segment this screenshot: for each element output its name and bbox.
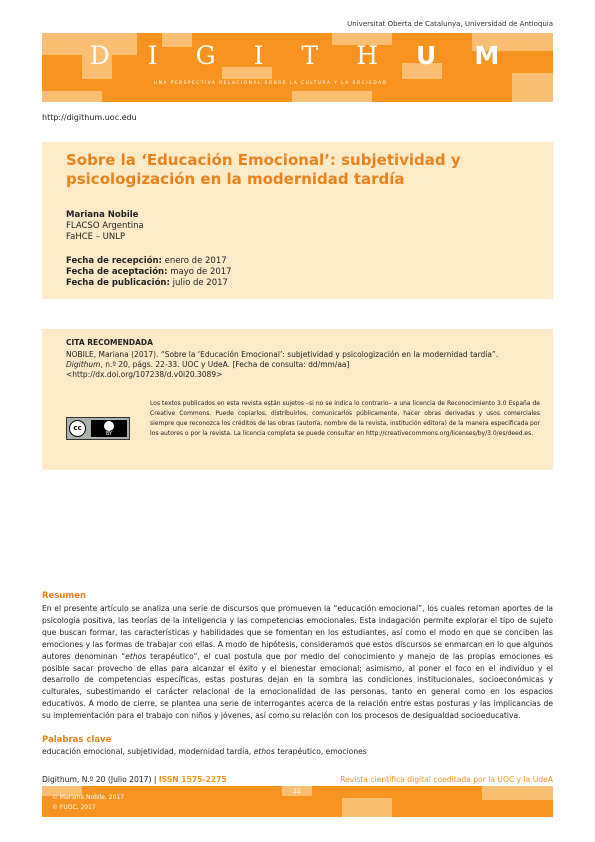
by-icon: BY bbox=[91, 420, 127, 437]
logo-letter: U bbox=[416, 41, 443, 70]
logo-letter: G bbox=[195, 41, 222, 70]
journal-subtitle: UNA PERSPECTIVA RELACIONAL SOBRE LA CULTURA Y LA SOCIEDAD bbox=[154, 81, 388, 86]
article-info-box bbox=[42, 142, 553, 299]
logo-letter: I bbox=[253, 41, 270, 70]
footer-tagline: Revista científica digital coeditada por la UOC y la UdeA bbox=[340, 775, 553, 784]
author-affiliation: FaHCE – UNLP bbox=[66, 232, 126, 242]
cc-license-icon[interactable] bbox=[66, 417, 130, 440]
citation-heading: CITA RECOMENDADA bbox=[66, 338, 153, 347]
date-published: Fecha de publicación: julio de 2017 bbox=[66, 278, 228, 288]
date-received: Fecha de recepción: enero de 2017 bbox=[66, 256, 227, 266]
logo-letter: D bbox=[89, 41, 116, 70]
journal-logo bbox=[42, 41, 553, 70]
article-title: Sobre la ‘Educación Emocional’: subjetividad y psicologización en la modernidad tardía bbox=[66, 151, 461, 188]
author-block bbox=[66, 210, 144, 243]
citation-doi[interactable]: <http://dx.doi.org/107238/d.v0i20.3089> bbox=[66, 370, 223, 379]
logo-letter: H bbox=[356, 41, 385, 70]
logo-letter: I bbox=[147, 41, 164, 70]
citation-box bbox=[42, 329, 553, 470]
abstract-heading: Resumen bbox=[42, 591, 87, 601]
abstract-text: En el presente artículo se analiza una serie de discursos que promueven la “educación emocional”, los cuales retoman aportes de la psicología positiva, las teorías de la inteligencia y las competencias emocionales. Esta indagación permite explorar el tipo de sujeto que buscan formar, las características y habilidades que se fomentan en los estudiantes, así como el modo en que se conciben las emociones y las formas de trabajar con ellas. A modo de hipótesis, consideramos que estos discursos se enmarcan en lo que algunos autores denominan “ethos terapéutico”, el cual postula que por medio del conocimiento y manejo de las propias emociones es posible sacar provecho de ellas para alcanzar el éxito y el bienestar emocional; asimismo, al poner el foco en el individuo y el desarrollo de competencias específicas, estas posturas dejan en la sombra las condiciones institucionales, socioeconómicas y culturales, subestimando el carácter relacional de la emocionalidad de las personas, tanto en general como en los espacios educativos. A modo de cierre, se plantea una serie de interrogantes acerca de la relación entre estas posturas y las implicancias de su implementación para el trabajo con niños y jóvenes, así como su relación con los procesos de desigualdad socioeducativa. bbox=[42, 604, 554, 721]
license-text: Los textos publicados en esta revista están sujetos –si no se indica lo contrario– a una licencia de Reconocimiento 3.0 España de Creative Commons. Puede copiarlos, distribuirlos, comunicarlos públicamente, hacer obras derivadas y usos comerciales siempre que reconozca los créditos de las obras (autoría, nombre de la revista, institución editora) de la manera especificada por los autores o por la revista. La licencia completa se puede consultar en http://creativecommons.org/licenses/by/3.0/es/deed.es. bbox=[150, 400, 540, 437]
footer-issn: ISSN 1575-2275 bbox=[158, 775, 227, 784]
article-dates bbox=[66, 256, 232, 289]
copyright-author: © Mariana Nobile, 2017 bbox=[52, 794, 125, 801]
keywords-heading: Palabras clave bbox=[42, 735, 112, 745]
journal-url-link[interactable]: http://digithum.uoc.edu bbox=[42, 113, 137, 122]
author-name: Mariana Nobile bbox=[66, 210, 139, 220]
journal-banner bbox=[42, 33, 553, 102]
date-accepted: Fecha de aceptación: mayo de 2017 bbox=[66, 267, 232, 277]
journal-name: Digithum bbox=[66, 360, 101, 369]
keywords-text: educación emocional, subjetividad, modernidad tardía, ethos terapéutico, emociones bbox=[42, 747, 367, 756]
logo-letter: M bbox=[474, 41, 506, 70]
logo-letter: T bbox=[301, 41, 325, 70]
university-header: Universitat Oberta de Catalunya, Universidad de Antioquia bbox=[347, 20, 553, 28]
copyright-fuoc: © FUOC, 2017 bbox=[52, 804, 96, 811]
footer-issue: Digithum, N.º 20 (Julio 2017) | ISSN 1575-2275 bbox=[42, 775, 227, 784]
cc-icon: cc bbox=[69, 420, 86, 437]
citation-text: NOBILE, Mariana (2017). “Sobre la ‘Educación Emocional’: subjetividad y psicologización en la modernidad tardía”. Digithum, n.º 20, págs. 22-33. UOC y UdeA. [Fecha de consulta: dd/mm/aa] <http://dx.doi.org/107238/d.v0i20.3089> bbox=[66, 350, 499, 379]
page-number: 22 bbox=[282, 786, 312, 796]
author-affiliation: FLACSO Argentina bbox=[66, 221, 144, 231]
footer-bar bbox=[42, 786, 553, 817]
